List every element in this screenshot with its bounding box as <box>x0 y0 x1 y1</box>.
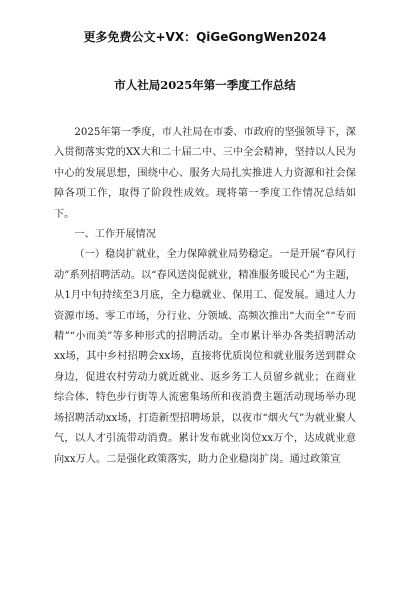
promo-banner: 更多免费公文+VX：QiGeGongWen2024 <box>83 30 327 44</box>
body-paragraph: （一）稳岗扩就业，全力保障就业局势稳定。一是开展“春风行动”系列招聘活动。以“春风送岗促就业，精准服务暖民心”为主题，从1月中旬持续至3月底，全力稳就业、保用工、促发展。通过人力资源市场、零工市场，分行业、分领域、高频次推出“大而全”“专而精”“小而美”等多种形式的招聘活动。全市累计举办各类招聘活动xx场，其中乡村招聘会xx场，直接将优质岗位和就业服务送到群众身边，促进农村劳动力就近就业、返乡务工人员留乡就业；在商业综合体、特色步行街等人流密集场所和夜消费主题活动现场举办现场招聘活动xx场，打造新型招聘场景，以夜市“烟火气”为就业聚人气，以人才引流带动消费。累计发布就业岗位xx万个，达成就业意向xx万人。二是强化政策落实，助力企业稳岗扩岗。通过政策宣 <box>54 249 356 465</box>
document-body <box>54 123 356 470</box>
document-page <box>0 28 410 608</box>
intro-paragraph: 2025年第一季度，市人社局在市委、市政府的坚强领导下，深入贯彻落实党的XX大和二十届二中、三中全会精神，坚持以人民为中心的发展思想，围绕中心、服务大局扎实推进人力资源和社会保障各项工作，取得了阶段性成效。现将第一季度工作情况总结如下。 <box>54 127 356 220</box>
section-heading: 一、工作开展情况 <box>74 229 156 241</box>
document-title: 市人社局2025年第一季度工作总结 <box>114 78 296 92</box>
